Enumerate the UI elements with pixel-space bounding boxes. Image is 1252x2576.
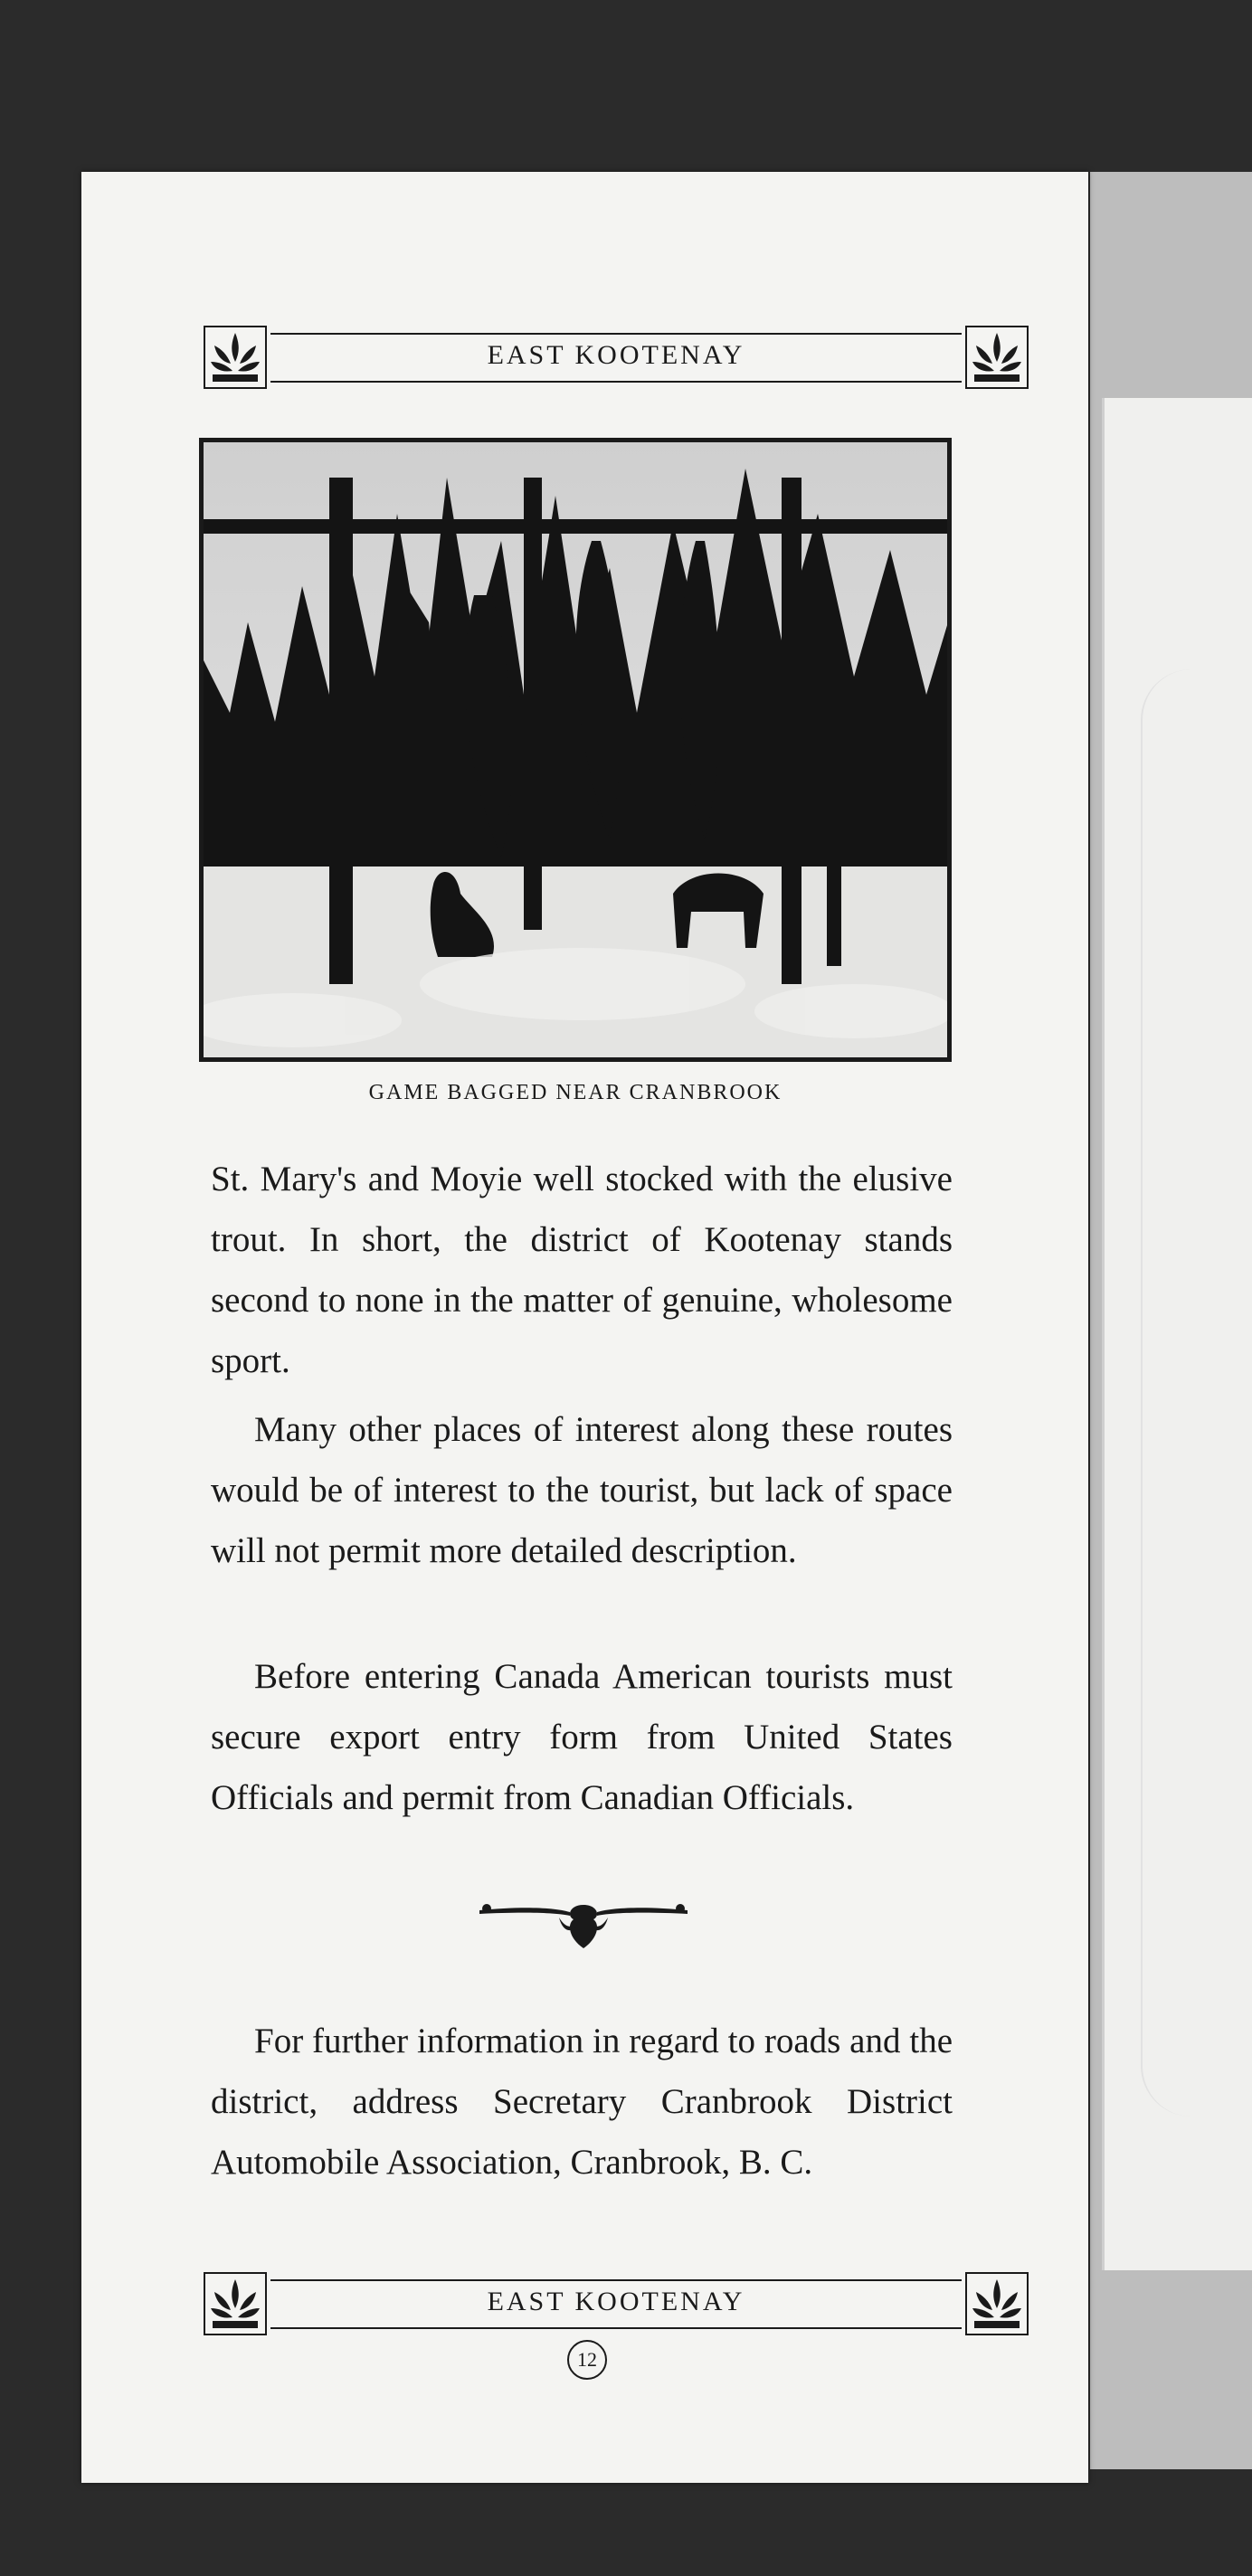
- background-sheet: [1102, 398, 1252, 2270]
- ornament-icon: [204, 2272, 267, 2335]
- ornament-icon: [965, 2272, 1029, 2335]
- ornament-icon: [965, 326, 1029, 389]
- footer-banner: [204, 2272, 1029, 2335]
- footer-title: EAST KOOTENAY: [487, 2287, 745, 2316]
- paragraph: For further information in regard to roads and the district, address Secretary Cranbrook District Automobile Association, Cranbrook, B. C.: [211, 2022, 953, 2182]
- document-page: [81, 172, 1088, 2483]
- page-number: 12: [567, 2340, 607, 2380]
- ornament-icon: [204, 326, 267, 389]
- photo-caption: GAME BAGGED NEAR CRANBROOK: [368, 1081, 782, 1104]
- header-banner: [204, 326, 1029, 389]
- paragraph: St. Mary's and Moyie well stocked with the elusive trout. In short, the district of Kootenay stands second to none in the matter of genuine, wholesome sport.: [211, 1160, 953, 1380]
- paragraph: Many other places of interest along these routes would be of interest to the tourist, but lack of space will not permit more detailed description.: [211, 1410, 953, 1570]
- paragraph: Before entering Canada American tourists must secure export entry form from United States Officials and permit from Canadian Officials.: [211, 1657, 953, 1817]
- photograph: [199, 438, 952, 1062]
- fleuron-icon: [479, 1898, 688, 1952]
- header-title: EAST KOOTENAY: [487, 340, 745, 370]
